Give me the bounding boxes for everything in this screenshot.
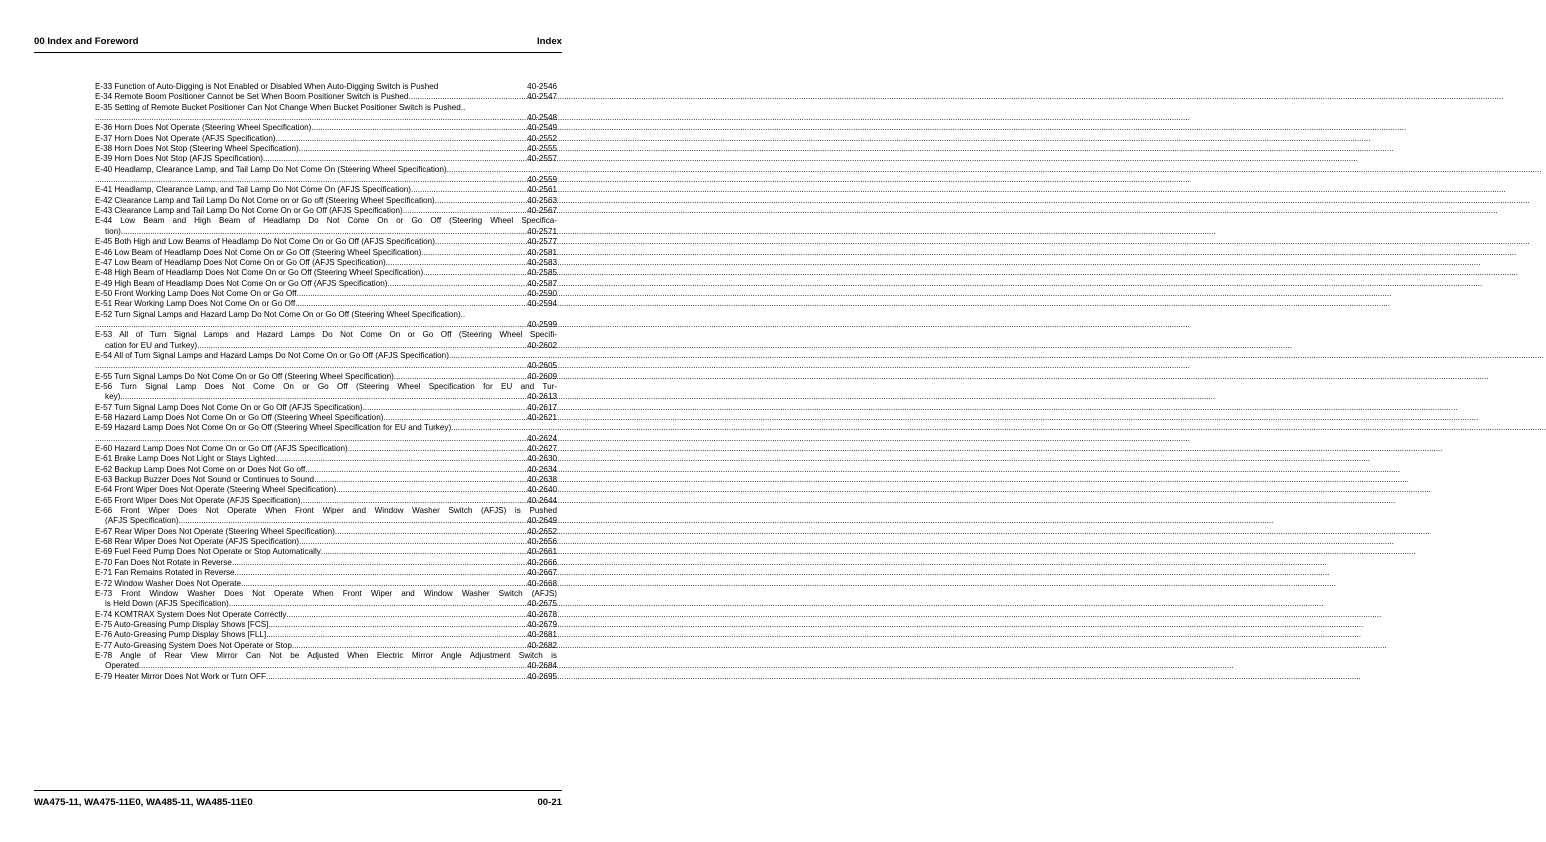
- dot-leader: [275, 454, 527, 464]
- index-entry-line: [95, 475, 557, 485]
- entry-title: E-72 Window Washer Does Not Operate: [95, 578, 242, 588]
- index-entry-line: [95, 465, 557, 475]
- entry-title: is Held Down (AFJS Specification): [105, 599, 229, 609]
- dot-leader: [387, 279, 527, 289]
- entry-title: E-35 Setting of Remote Bucket Positioner Can Not Change When Bucket Positioner Switch is Pushed..: [95, 102, 466, 112]
- dot-leader: [435, 237, 527, 247]
- entry-page-ref: 40-2552: [527, 133, 557, 143]
- entry-page-ref: 40-2559: [527, 175, 557, 185]
- entry-title: E-53 All of Turn Signal Lamps and Hazard Lamps Do Not Come On or Go Off (Steering Wheel Specifi-: [95, 330, 557, 340]
- entry-page-ref: 40-2627: [527, 444, 557, 454]
- entry-page-ref: 40-2617: [527, 402, 557, 412]
- dot-leader: [266, 630, 527, 640]
- entry-title: E-74 KOMTRAX System Does Not Operate Correctly: [95, 609, 287, 619]
- index-entry-line: [95, 506, 557, 516]
- entry-page-ref: 40-2548: [527, 113, 557, 123]
- entry-page-ref: 40-2613: [527, 392, 557, 402]
- entry-page-ref: 40-2561: [527, 185, 557, 195]
- entry-page-ref: 40-2547: [527, 92, 557, 102]
- index-entry-line: [95, 299, 557, 309]
- entry-page-ref: 40-2644: [527, 495, 557, 505]
- dot-leader: [179, 516, 528, 526]
- index-entry-line: [95, 485, 557, 495]
- dot-leader: [266, 672, 527, 682]
- dot-leader: [451, 423, 557, 433]
- index-entry-line: [95, 454, 557, 464]
- section-title: 00 Index and Foreword: [34, 36, 139, 47]
- index-entry-line: [95, 289, 557, 299]
- entry-page-ref: 40-2605: [527, 361, 557, 371]
- page-footer: [34, 797, 562, 811]
- entry-page-ref: 40-2661: [527, 547, 557, 557]
- dot-leader: [314, 475, 527, 485]
- entry-page-ref: 40-2549: [527, 123, 557, 133]
- dot-leader: [363, 403, 528, 413]
- index-entry-line: [95, 672, 557, 682]
- entry-page-ref: 40-2602: [527, 340, 557, 350]
- index-list: [95, 82, 557, 682]
- entry-page-ref: 40-2599: [527, 319, 557, 329]
- entry-page-ref: 40-2649: [527, 516, 557, 526]
- index-entry-line: [95, 382, 557, 392]
- entry-title: E-33 Function of Auto-Digging is Not Enabled or Disabled When Auto-Digging Switch is Pushed: [95, 82, 439, 91]
- entry-page-ref: 40-2571: [527, 226, 557, 236]
- index-entry-line: [95, 403, 557, 413]
- spacer: [438, 82, 527, 92]
- entry-title: E-36 Horn Does Not Operate (Steering Wheel Specification): [95, 123, 312, 133]
- dot-leader: [408, 92, 527, 102]
- entry-title: E-75 Auto-Greasing Pump Display Shows [FCS]: [95, 619, 269, 629]
- entry-page-ref: 40-2581: [527, 247, 557, 257]
- entry-title: E-71 Fan Remains Rotated in Reverse: [95, 568, 235, 578]
- entry-title: E-43 Clearance Lamp and Tail Lamp Do Not Come On or Go Off (AFJS Specification): [95, 206, 403, 216]
- dot-leader: [335, 527, 527, 537]
- dot-leader: [311, 123, 527, 133]
- page-header: [34, 36, 562, 50]
- dot-leader: [95, 361, 527, 371]
- index-entry-line: [95, 413, 557, 423]
- entry-page-ref: 40-2667: [527, 568, 557, 578]
- entry-title: cation for EU and Turkey): [105, 340, 198, 350]
- entry-title: E-61 Brake Lamp Does Not Light or Stays Lighted: [95, 454, 276, 464]
- index-entry-line: [95, 630, 557, 640]
- entry-page-ref: 40-2640: [527, 485, 557, 495]
- entry-page-ref: 40-2609: [527, 371, 557, 381]
- entry-page-ref: 40-2678: [527, 609, 557, 619]
- entry-title: E-55 Turn Signal Lamps Do Not Come On or Go Off (Steering Wheel Specification): [95, 371, 394, 381]
- entry-title: (AFJS Specification): [105, 516, 179, 526]
- index-entry-line: [95, 372, 557, 382]
- dot-leader: [299, 537, 527, 547]
- index-entry-line: [95, 423, 557, 433]
- entry-page-ref: 40-2684: [527, 661, 557, 671]
- index-entry-line: [95, 547, 557, 557]
- entry-page-ref: 40-2668: [527, 578, 557, 588]
- entry-title: E-57 Turn Signal Lamp Does Not Come On or Go Off (AFJS Specification): [95, 402, 363, 412]
- index-entry-line: [95, 216, 557, 226]
- dot-leader: [121, 227, 527, 237]
- dot-leader: [336, 485, 527, 495]
- entry-title: E-66 Front Wiper Does Not Operate When Front Wiper and Window Washer Switch (AFJS) is Pushed: [95, 506, 557, 516]
- index-entry-line: [95, 651, 557, 661]
- entry-title: E-62 Backup Lamp Does Not Come on or Does Not Go off: [95, 464, 306, 474]
- entry-title: E-60 Hazard Lamp Does Not Come On or Go Off (AFJS Specification): [95, 444, 348, 454]
- index-entry-line: [95, 279, 557, 289]
- entry-title: E-68 Rear Wiper Does Not Operate (AFJS Specification): [95, 537, 300, 547]
- dot-leader: [95, 320, 527, 330]
- index-entry-line: [95, 237, 557, 247]
- dot-leader: [197, 341, 527, 351]
- entry-page-ref: 40-2634: [527, 464, 557, 474]
- entry-page-ref: 40-2546: [527, 82, 557, 91]
- entry-title: E-38 Horn Does Not Stop (Steering Wheel Specification): [95, 144, 299, 154]
- index-entry-line: [95, 134, 557, 144]
- entry-title: key): [105, 392, 121, 402]
- entry-page-ref: 40-2585: [527, 268, 557, 278]
- entry-title: E-63 Backup Buzzer Does Not Sound or Continues to Sound: [95, 475, 315, 485]
- dot-leader: [292, 641, 527, 651]
- index-entry-line: [95, 599, 557, 609]
- entry-title: E-52 Turn Signal Lamps and Hazard Lamp Do Not Come On or Go Off (Steering Wheel Specification)..: [95, 309, 466, 319]
- entry-title: E-56 Turn Signal Lamp Does Not Come On or Go Off (Steering Wheel Specification for EU and Tur-: [95, 381, 557, 391]
- entry-page-ref: 40-2652: [527, 526, 557, 536]
- entry-page-ref: 40-2624: [527, 433, 557, 443]
- dot-leader: [411, 185, 527, 195]
- entry-title: E-50 Front Working Lamp Does Not Come On or Go Off: [95, 288, 297, 298]
- dot-leader: [241, 579, 527, 589]
- entry-page-ref: 40-2666: [527, 557, 557, 567]
- entry-page-ref: 40-2695: [527, 671, 557, 681]
- index-entry-line: [95, 206, 557, 216]
- entry-page-ref: 40-2563: [527, 195, 557, 205]
- dot-leader: [295, 299, 527, 309]
- dot-leader: [321, 547, 527, 557]
- index-entry-line: [95, 92, 557, 102]
- index-entry-line: [95, 175, 557, 185]
- index-entry-line: [95, 351, 557, 361]
- dot-leader: [403, 206, 527, 216]
- index-entry-line: [95, 82, 557, 92]
- footer-rule: [34, 790, 562, 791]
- index-entry-line: [95, 113, 557, 123]
- dot-leader: [297, 289, 528, 299]
- entry-page-ref: 40-2675: [527, 599, 557, 609]
- entry-title: E-42 Clearance Lamp and Tail Lamp Do Not Come on or Go off (Steering Wheel Specification): [95, 195, 435, 205]
- entry-title: E-76 Auto-Greasing Pump Display Shows [FLL]: [95, 630, 267, 640]
- entry-title: E-45 Both High and Low Beams of Headlamp Do Not Come On or Go Off (AFJS Specification): [95, 237, 435, 247]
- index-entry-line: [95, 579, 557, 589]
- dot-leader: [383, 413, 527, 423]
- entry-title: E-41 Headlamp, Clearance Lamp, and Tail Lamp Do Not Come On (AFJS Specification): [95, 185, 411, 195]
- dot-leader: [299, 144, 527, 154]
- entry-page-ref: 40-2638: [527, 475, 557, 485]
- index-entry-line: [95, 558, 557, 568]
- entry-title: E-58 Hazard Lamp Does Not Come On or Go Off (Steering Wheel Specification): [95, 413, 384, 422]
- entry-page-ref: 40-2583: [527, 257, 557, 267]
- dot-leader: [232, 558, 527, 568]
- index-entry-line: [95, 392, 557, 402]
- index-entry-line: [95, 620, 557, 630]
- entry-title: E-46 Low Beam of Headlamp Does Not Come On or Go Off (Steering Wheel Specification): [95, 247, 422, 257]
- index-entry-line: [95, 444, 557, 454]
- dot-leader: [447, 165, 557, 175]
- entry-title: E-47 Low Beam of Headlamp Does Not Come On or Go Off (AFJS Specification): [95, 257, 386, 267]
- header-rule: [34, 52, 562, 53]
- header-index-label: Index: [536, 36, 562, 47]
- entry-title: E-64 Front Wiper Does Not Operate (Steering Wheel Specification): [95, 485, 337, 495]
- index-entry-line: [95, 310, 557, 320]
- index-entry-line: [95, 268, 557, 278]
- index-entry-line: [95, 123, 557, 133]
- entry-title: E-48 High Beam of Headlamp Does Not Come On or Go Off (Steering Wheel Specification): [95, 268, 424, 278]
- spacer: [465, 310, 557, 320]
- index-entry-line: [95, 330, 557, 340]
- index-entry-line: [95, 144, 557, 154]
- index-entry-line: [95, 516, 557, 526]
- entry-page-ref: 40-2594: [527, 299, 557, 309]
- entry-title: E-73 Front Window Washer Does Not Operate When Front Wiper and Window Washer Switch (AFJS): [95, 588, 557, 598]
- entry-title: E-70 Fan Does Not Rotate in Reverse: [95, 557, 232, 567]
- index-entry-line: [95, 641, 557, 651]
- index-entry-line: [95, 154, 557, 164]
- entry-title: E-78 Angle of Rear View Mirror Can Not be Adjusted When Electric Mirror Angle Adjustment Switch is: [95, 650, 557, 660]
- index-entry-line: [95, 165, 557, 175]
- entry-page-ref: 40-2590: [527, 288, 557, 298]
- entry-title: E-40 Headlamp, Clearance Lamp, and Tail Lamp Do Not Come On (Steering Wheel Specification): [95, 164, 447, 174]
- index-entry-line: [95, 589, 557, 599]
- dot-leader: [386, 258, 528, 268]
- index-entry-line: [95, 361, 557, 371]
- dot-leader: [348, 444, 527, 454]
- dot-leader: [263, 154, 527, 164]
- entry-page-ref: 40-2656: [527, 537, 557, 547]
- model-numbers: WA475-11, WA475-11E0, WA485-11, WA485-11E0: [34, 797, 253, 808]
- index-entry-line: [95, 610, 557, 620]
- index-entry-line: [95, 185, 557, 195]
- entry-page-ref: 40-2681: [527, 630, 557, 640]
- entry-page-ref: 40-2555: [527, 144, 557, 154]
- entry-title: E-34 Remote Boom Positioner Cannot be Set When Boom Positioner Switch is Pushed: [95, 92, 409, 102]
- dot-leader: [276, 134, 528, 144]
- entry-page-ref: 40-2679: [527, 619, 557, 629]
- entry-title: E-44 Low Beam and High Beam of Headlamp Do Not Come On or Go Off (Steering Wheel Specifica-: [95, 216, 557, 226]
- index-entry-line: [95, 258, 557, 268]
- dot-leader: [120, 392, 527, 402]
- entry-page-ref: 40-2567: [527, 206, 557, 216]
- entry-page-ref: 40-2557: [527, 154, 557, 164]
- dot-leader: [95, 434, 527, 444]
- index-entry-line: [95, 341, 557, 351]
- index-entry-line: [95, 661, 557, 671]
- entry-title: Operated: [105, 661, 139, 671]
- entry-title: E-54 All of Turn Signal Lamps and Hazard Lamps Do Not Come On or Go Off (AFJS Specification): [95, 350, 449, 360]
- dot-leader: [394, 372, 527, 382]
- index-entry-line: [95, 196, 557, 206]
- entry-title: E-65 Front Wiper Does Not Operate (AFJS Specification): [95, 495, 301, 505]
- entry-page-ref: 40-2682: [527, 640, 557, 650]
- entry-title: E-37 Horn Does Not Operate (AFJS Specification): [95, 133, 276, 143]
- dot-leader: [435, 196, 527, 206]
- index-entry-line: [95, 320, 557, 330]
- dot-leader: [305, 465, 527, 475]
- entry-title: E-79 Heater Mirror Does Not Work or Turn OFF: [95, 671, 266, 681]
- index-entry-line: [95, 527, 557, 537]
- entry-title: E-39 Horn Does Not Stop (AFJS Specification): [95, 154, 263, 164]
- dot-leader: [300, 496, 527, 506]
- dot-leader: [421, 248, 527, 258]
- dot-leader: [235, 568, 528, 578]
- entry-title: tion): [105, 226, 121, 236]
- dot-leader: [286, 610, 527, 620]
- index-entry-line: [95, 434, 557, 444]
- index-entry-line: [95, 496, 557, 506]
- index-entry-line: [95, 568, 557, 578]
- page-number: 00-21: [537, 797, 562, 808]
- dot-leader: [268, 620, 527, 630]
- entry-page-ref: 40-2587: [527, 278, 557, 288]
- entry-page-ref: 40-2621: [527, 413, 557, 422]
- dot-leader: [229, 599, 527, 609]
- entry-title: E-69 Fuel Feed Pump Does Not Operate or Stop Automatically: [95, 547, 321, 557]
- entry-title: E-51 Rear Working Lamp Does Not Come On or Go Off: [95, 299, 296, 309]
- dot-leader: [449, 351, 557, 361]
- entry-title: E-49 High Beam of Headlamp Does Not Come On or Go Off (AFJS Specification): [95, 278, 388, 288]
- entry-page-ref: 40-2577: [527, 237, 557, 247]
- index-entry-line: [95, 227, 557, 237]
- entry-title: E-77 Auto-Greasing System Does Not Operate or Stop: [95, 640, 292, 650]
- dot-leader: [95, 113, 527, 123]
- spacer: [465, 103, 557, 113]
- index-entry-line: [95, 103, 557, 113]
- dot-leader: [423, 268, 527, 278]
- entry-title: E-59 Hazard Lamp Does Not Come On or Go Off (Steering Wheel Specification for EU and Turkey): [95, 423, 452, 433]
- entry-title: E-67 Rear Wiper Does Not Operate (Steering Wheel Specification): [95, 526, 335, 536]
- index-entry-line: [95, 537, 557, 547]
- index-entry-line: [95, 248, 557, 258]
- entry-page-ref: 40-2630: [527, 454, 557, 464]
- dot-leader: [139, 661, 527, 671]
- dot-leader: [95, 175, 527, 185]
